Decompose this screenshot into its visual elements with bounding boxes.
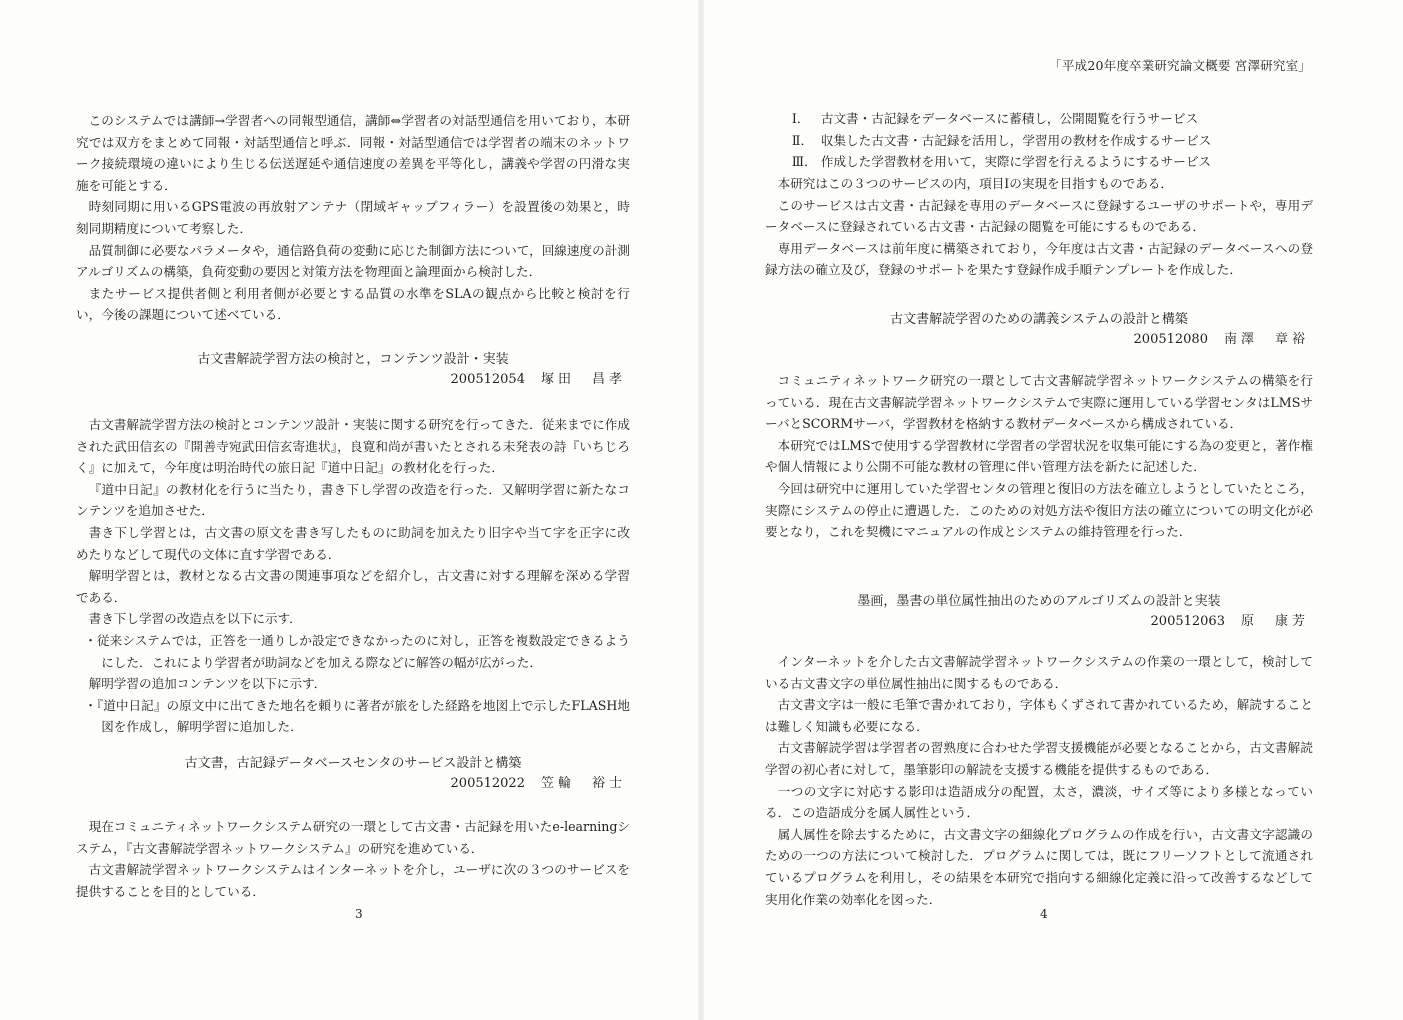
bullet-item: ・『道中日記』の原文中に出てきた地名を頼りに著者が旅をした経路を地図上で示したFLASH地図を作成し，解明学習に追加した． <box>84 697 630 735</box>
body-paragraph: 専用データベースは前年度に構築されており，今年度は古文書・古記録のデータベースへの登録方法の確立及び，登録のサポートを果たす登録作成手順テンプレートを作成した． <box>765 240 1313 278</box>
article-body <box>76 414 630 738</box>
intro-section <box>76 110 630 326</box>
body-paragraph: 属人属性を除去するために，古文書文字の細線化プログラムの作成を行い，古文書文字認識のための一つの方法について検討した．プログラムに関しては，既にフリーソフトとして流通されているプログラムを利用し，その結果を本研究で指向する細線化定義に沿って改善するなどして実用化作業の効率化を図った． <box>765 826 1313 907</box>
bullet-item: ・従来システムでは，正答を一通りしか設定できなかったのに対し，正答を複数設定できるようにした．これにより学習者が助詞などを加える際などに解答の幅が広がった． <box>84 632 630 670</box>
service-number: Ⅱ． <box>791 132 814 148</box>
body-paragraph: 『道中日記』の教材化を行うに当たり，書き下し学習の改造を行った．又解明学習に新たなコンテンツを追加させた． <box>76 481 630 519</box>
service-item <box>773 108 1313 130</box>
article-body <box>76 816 630 902</box>
article-title: 古文書解読学習のための講義システムの設計と構築 <box>890 312 1188 327</box>
author-name: 塚田 昌孝 <box>540 372 626 387</box>
body-paragraph: このサービスは古文書・古記録を専用のデータベースに登録するユーザのサポートや，専用データベースに登録されている古文書・古記録の閲覧を可能にするものである． <box>765 197 1313 235</box>
intro-paragraph: 品質制御に必要なパラメータや，通信路負荷の変動に応じた制御方法について，回線速度の計測アルゴリズムの構築，負荷変動の要因と対策方法を物理面と論理面から検討した． <box>76 242 630 280</box>
body-paragraph: 古文書解読学習ネットワークシステムはインターネットを介し，ユーザに次の３つのサービスを提供することを目的としている． <box>76 862 630 899</box>
body-paragraph: 解明学習とは，教材となる古文書の関連事項などを紹介し，古文書に対する理解を深める学習である． <box>76 568 630 605</box>
student-id: 200512063 <box>1150 614 1225 629</box>
body-paragraph: 古文書解読学習方法の検討とコンテンツ設計・実装に関する研究を行ってきた．従来までに作成された武田信玄の『開善寺宛武田信玄寄進状』，良寛和尚が書いたとされる未発表の詩『いちじろく』に加えて，今年度は明治時代の旅日記『道中日記』の教材化を行った． <box>76 417 630 476</box>
article-body <box>765 651 1313 910</box>
body-paragraph: 今回は研究中に運用していた学習センタの管理と復旧の方法を確立しようとしていたところ，実際にシステムの停止に遭遇した．このための対処方法や復旧方法の確立についての明文化が必要となり，これを契機にマニュアルの作成とシステムの維持管理を行った． <box>765 480 1313 540</box>
body-paragraph: インターネットを介した古文書解読学習ネットワークシステムの作業の一環として，検討している古文書文字の単位属性抽出に関するものである． <box>765 654 1313 691</box>
article-author-line <box>76 370 630 390</box>
service-text: 作成した学習教材を用いて，実際に学習を行えるようにするサービス <box>820 154 1212 170</box>
author-name: 原 康芳 <box>1240 614 1309 629</box>
student-id: 200512054 <box>450 372 525 387</box>
right-page <box>703 0 1403 1020</box>
body-paragraph: 古文書文字は一般に毛筆で書かれており，字体もくずされて書かれているため，解読することは難しく知識も必要になる． <box>765 697 1313 734</box>
author-name: 南澤 章裕 <box>1223 332 1309 347</box>
body-paragraph: 古文書解読学習は学習者の習熟度に合わせた学習支援機能が必要となることから，古文書解読学習の初心者に対して，墨筆影印の解読を支援する機能を提供するものである． <box>765 740 1313 777</box>
body-paragraph: 一つの文字に対応する影印は造語成分の配置，太さ，濃淡，サイズ等により多様となっている．この造語成分を属人属性という． <box>765 783 1313 821</box>
service-text: 収集した古文書・古記録を活用し，学習用の教材を作成するサービス <box>820 132 1212 148</box>
body-paragraph: 本研究はこの３つのサービスの内，項目Ⅰの実現を目指すものである． <box>777 176 1173 191</box>
left-page <box>0 0 700 1020</box>
article-author-line <box>765 612 1313 632</box>
body-paragraph: 本研究ではLMSで使用する学習教材に学習者の学習状況を収集可能にする為の変更と，著作権や個人情報により公開不可能な教材の管理に伴い管理方法を新たに記述した． <box>765 437 1313 475</box>
body-paragraph: 書き下し学習とは，古文書の原文を書き写したものに助詞を加えたり旧字や当て字を正字に改めたりなどして現代の文体に直す学習である． <box>76 524 630 562</box>
student-id: 200512080 <box>1133 332 1208 347</box>
continuation-section <box>765 173 1313 281</box>
article-author-line <box>765 330 1313 350</box>
article-title: 古文書解読学習方法の検討と，コンテンツ設計・実装 <box>197 352 509 367</box>
article-title: 墨画，墨書の単位属性抽出のためのアルゴリズムの設計と実装 <box>857 594 1221 609</box>
intro-paragraph: このシステムでは講師→学習者への同報型通信，講師⇔学習者の対話型通信を用いており，本研究では双方をまとめて同報・対話型通信と呼ぶ．同報・対話型通信では学習者の端末のネットワーク接続環境の違いにより生じる伝送遅延や通信速度の差異を平等化し，講義や学習の円滑な実施を可能とする． <box>76 113 630 193</box>
article-heading <box>765 592 1313 632</box>
service-item <box>773 130 1313 152</box>
service-number: Ⅲ． <box>791 154 817 170</box>
intro-paragraph: 時刻同期に用いるGPS電波の再放射アンテナ（閉域ギャップフィラー）を設置後の効果と，時刻同期精度について考察した． <box>76 199 630 236</box>
article-body <box>765 370 1313 543</box>
body-paragraph: 現在コミュニティネットワークシステム研究の一環として古文書・古記録を用いたe-learningシステム，『古文書解読学習ネットワークシステム』の研究を進めている． <box>76 819 630 856</box>
intro-paragraph: またサービス提供者側と利用者側が必要とする品質の水準をSLAの観点から比較と検討を行い，今後の課題について述べている． <box>76 285 630 323</box>
running-header: 「平成20年度卒業研究論文概要 宮澤研究室」 <box>1049 58 1311 73</box>
body-paragraph: コミュニティネットワーク研究の一環として古文書解読学習ネットワークシステムの構築を行っている．現在古文書解読学習ネットワークシステムで実際に運用している学習センタはLMSサーバとSCORMサーバ，学習教材を格納する教材データベースから構成されている． <box>765 373 1313 432</box>
article-title: 古文書，古記録データベースセンタのサービス設計と構築 <box>184 756 522 771</box>
service-item <box>773 151 1313 173</box>
body-paragraph: 書き下し学習の改造点を以下に示す． <box>88 611 302 627</box>
article-author-line <box>76 774 630 794</box>
author-name: 笠輪 裕士 <box>540 776 626 791</box>
page-number: 4 <box>1040 907 1048 921</box>
service-number: Ⅰ． <box>791 111 810 126</box>
student-id: 200512022 <box>450 776 525 791</box>
service-text: 古文書・古記録をデータベースに蓄積し，公開閲覧を行うサービス <box>820 111 1199 126</box>
article-heading <box>765 310 1313 350</box>
body-paragraph: 解明学習の追加コンテンツを以下に示す． <box>88 676 327 692</box>
service-list <box>773 108 1313 173</box>
article-heading <box>76 350 630 390</box>
page-number: 3 <box>355 907 363 921</box>
article-heading <box>76 754 630 794</box>
